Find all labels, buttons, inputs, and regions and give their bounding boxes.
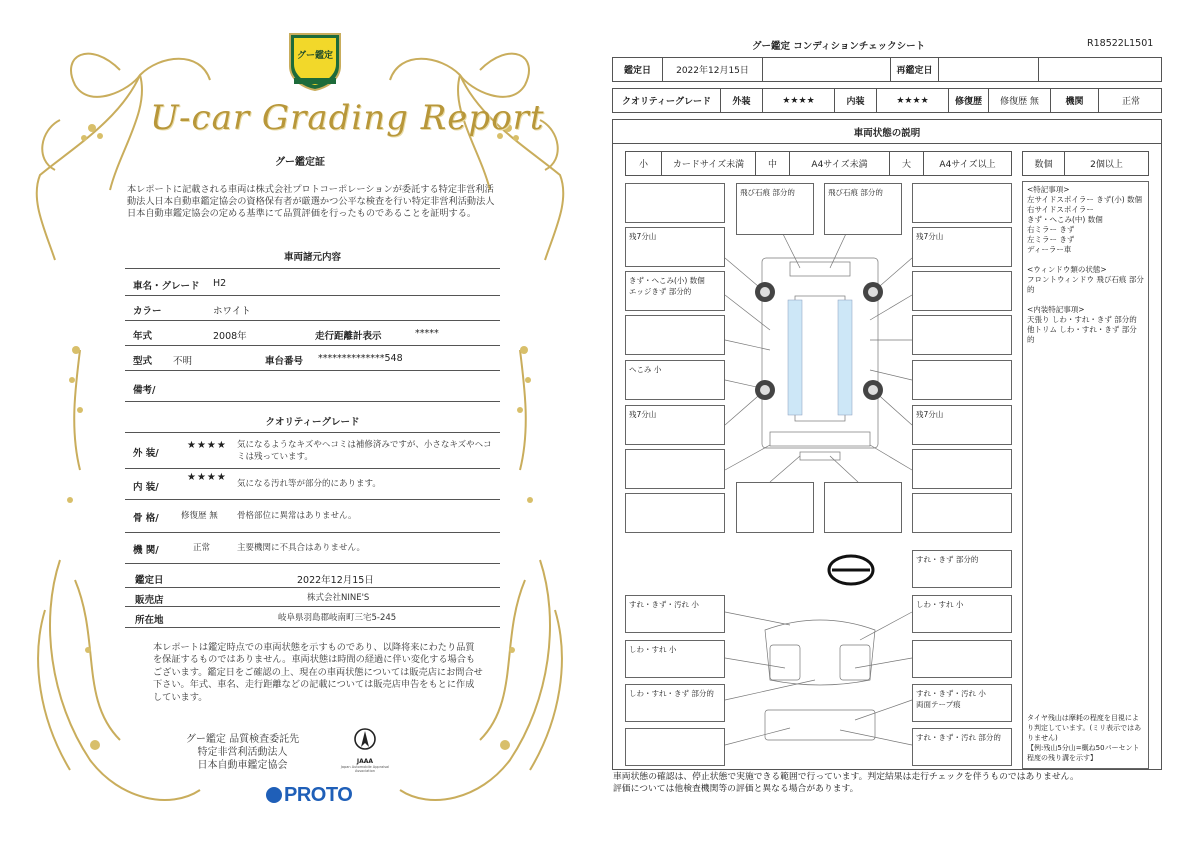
left-window (788, 300, 802, 415)
rear-plate (800, 452, 840, 460)
org-line-3: 日本自動車鑑定協会 (197, 760, 288, 771)
quality-section-title: クオリティーグレード (265, 417, 360, 428)
certificate-intro: 本レポートに記載される車両は株式会社プロトコーポレーションが委託する特定非営利活動法人日本自動車鑑定協会の資格保有者が厳選かつ公平な検査を行い特定非営利活動法人日本自動車鑑定協会の定める基準にて品質評価を行ったものであることを証明する。 (127, 184, 495, 219)
sheet-date-value: 2022年12月15日 (663, 58, 763, 81)
spec-row-remarks (125, 372, 500, 402)
condition-box (824, 482, 902, 533)
right-window (838, 300, 852, 415)
ext-stars: ★★★★ (763, 89, 835, 112)
size-mid-desc: A4サイズ未満 (790, 152, 890, 175)
jaaa-logo (335, 727, 395, 773)
exterior-desc: 気になるようなキズやヘコミは補修済みですが、小さなキズやヘコミは残っています。 (237, 440, 492, 462)
brand-title: U-car Grading Report (150, 98, 545, 138)
proto-mark-icon (266, 787, 282, 803)
name-value: H2 (213, 278, 227, 289)
size-legend (625, 151, 1012, 176)
date-row (612, 57, 1162, 82)
condition-box (736, 482, 814, 533)
redate-value (939, 58, 1039, 81)
size-small-desc: カードサイズ未満 (662, 152, 756, 175)
exterior-label: 外 装/ (133, 448, 159, 459)
proto-logo (266, 784, 352, 807)
goo-kantei-badge (286, 30, 344, 92)
condition-box (625, 728, 725, 766)
info-row-dealer (125, 589, 500, 607)
dealer-value: 株式会社NINE'S (307, 593, 370, 603)
engine-value: 正常 (1121, 97, 1140, 107)
int-stars: ★★★★ (877, 89, 949, 112)
engine-label: 機関 (1051, 89, 1099, 112)
rear-bumper (770, 432, 870, 446)
jaaa-text: JAAA (356, 758, 374, 765)
condition-box (625, 493, 725, 533)
condition-box: 飛び石痕 部分的 (736, 183, 814, 235)
condition-box (912, 183, 1012, 223)
exterior-stars: ★★★★ (187, 440, 227, 451)
condition-box: しわ・すれ・きず 部分的 (625, 684, 725, 722)
roof (795, 296, 845, 421)
condition-box: 残7分山 (625, 405, 725, 445)
condition-box: 残7分山 (912, 405, 1012, 445)
interior-label: 内 装/ (133, 482, 159, 493)
grade-row-interior (125, 470, 500, 500)
frame-value: 修復歴 無 (181, 511, 218, 521)
condition-title: 車両状態の説明 (613, 120, 1161, 144)
disclaimer: 本レポートは鑑定時点での車両状態を示すものであり、以降将来にわたり品質を保証するものではありません。車両状態は時間の経過に伴い変化する場合もございます。鑑定日をご確認の上、現在の車両状態については販売店にお問合せ下さい。年式、車名、走行距離などの記載については販売店申告をもとに作成しています。 (153, 642, 483, 703)
chassis-label: 車台番号 (265, 356, 304, 367)
spec-row-color (125, 297, 500, 321)
size-large-desc: A4サイズ以上 (939, 160, 996, 170)
date-value: 2022年12月15日 (297, 575, 374, 586)
spec-row-name (125, 272, 500, 296)
size-large-label: 大 (890, 152, 924, 175)
model-label: 型式 (133, 356, 153, 367)
front-bumper (790, 262, 850, 276)
info-row-date (125, 568, 500, 588)
address-value: 岐阜県羽島郡岐南町三宅5-245 (278, 613, 397, 623)
address-label: 所在地 (135, 615, 164, 626)
repair-value: 修復歴 無 (989, 89, 1051, 112)
condition-box: きず・へこみ(小) 数個 エッジきず 部分的 (625, 271, 725, 311)
condition-box (912, 493, 1012, 533)
condition-box: 飛び石痕 部分的 (824, 183, 902, 235)
quality-label: クオリティーグレード (613, 89, 721, 112)
condition-box: 残7分山 (912, 227, 1012, 267)
report-id: R18522L1501 (1087, 38, 1154, 49)
redate-label: 再鑑定日 (891, 58, 939, 81)
quality-row (612, 88, 1162, 113)
notes-text: <特記事項> 左サイドスポイラー きず(小) 数個 右サイドスポイラー きず・へこみ(中) 数個 右ミラー きず 左ミラー きず ディーラー車 <ウィンドウ類の状態> フロントウィンドウ 飛び石痕 部分的 <内装特記事項> 天張り しわ・すれ・きず 部分的 他トリム しわ・すれ・きず 部分的 (1027, 185, 1144, 344)
condition-box (625, 183, 725, 223)
car-body-outline (762, 258, 878, 448)
badge-label: グー鑑定 (296, 51, 333, 61)
repair-label: 修復歴 (949, 89, 989, 112)
int-label: 内装 (835, 89, 877, 112)
empty-cell (763, 58, 891, 81)
remarks-label: 備考/ (133, 385, 156, 396)
condition-box (912, 640, 1012, 678)
color-label: カラー (133, 306, 162, 317)
condition-box: すれ・きず・汚れ 部分的 (912, 728, 1012, 766)
interior-stars: ★★★★ (187, 472, 227, 483)
inspection-organization (180, 733, 305, 772)
count-legend (1022, 151, 1149, 176)
ext-label: 外装 (721, 89, 763, 112)
condition-box: すれ・きず 部分的 (912, 550, 1012, 588)
condition-box (912, 271, 1012, 311)
certificate-title: グー鑑定証 (275, 157, 325, 168)
count-desc: 2個以上 (1090, 160, 1123, 170)
condition-box (912, 315, 1012, 355)
date-label: 鑑定日 (135, 575, 164, 586)
engine-value: 正常 (193, 543, 211, 553)
condition-box: 残7分山 (625, 227, 725, 267)
sheet-footer-note: 車両状態の確認は、停止状態で実施できる範囲で行っています。判定結果は走行チェックを伴うものではありません。 評価については他検査機関等の評価と異なる場合があります。 (613, 772, 1079, 794)
condition-box (912, 449, 1012, 489)
condition-box (625, 449, 725, 489)
spec-section-title: 車両諸元内容 (283, 252, 341, 263)
org-line-1: グー鑑定 品質検査委託先 (185, 734, 300, 745)
jaaa-emblem-icon (353, 727, 377, 755)
steering-wheel-icon (829, 556, 873, 584)
sheet-date-label: 鑑定日 (613, 58, 663, 81)
condition-box: へこみ 小 (625, 360, 725, 400)
frame-desc: 骨格部位に異常はありません。 (237, 511, 357, 521)
proto-logo-text: PROTO (284, 784, 353, 806)
color-value: ホワイト (213, 306, 251, 317)
jaaa-subtext: Japan Automobile Appraisal Association (340, 765, 390, 773)
sheet-title: グー鑑定 コンディションチェックシート (752, 41, 926, 52)
condition-box (625, 315, 725, 355)
name-label: 車名・グレード (133, 281, 200, 292)
grade-row-engine (125, 534, 500, 564)
model-value: 不明 (173, 356, 193, 367)
engine-label: 機 関/ (133, 545, 159, 556)
condition-box: しわ・すれ 小 (912, 595, 1012, 633)
info-row-address (125, 608, 500, 628)
engine-desc: 主要機関に不具合はありません。 (237, 543, 366, 553)
divider (125, 268, 500, 269)
mileage-label: 走行距離計表示 (315, 331, 382, 342)
condition-box: しわ・すれ 小 (625, 640, 725, 678)
condition-box (912, 360, 1012, 400)
year-label: 年式 (133, 331, 153, 342)
chassis-value: **************548 (318, 353, 403, 364)
grade-row-frame (125, 501, 500, 533)
frame-label: 骨 格/ (133, 513, 159, 524)
condition-box: すれ・きず・汚れ 小 (625, 595, 725, 633)
size-mid-label: 中 (756, 152, 790, 175)
interior-desc: 気になる汚れ等が部分的にあります。 (237, 479, 381, 489)
empty-cell (1039, 58, 1163, 81)
special-notes (1022, 181, 1149, 769)
interior-dashboard (765, 620, 875, 685)
count-label: 数個 (1023, 152, 1065, 175)
spec-row-year (125, 322, 500, 346)
spec-row-model (125, 347, 500, 371)
org-line-2: 特定非営利活動法人 (197, 747, 288, 758)
grade-row-exterior (125, 433, 500, 469)
year-value: 2008年 (213, 331, 247, 342)
condition-box: すれ・きず・汚れ 小 両面テープ痕 (912, 684, 1012, 722)
size-small-label: 小 (626, 152, 662, 175)
dealer-label: 販売店 (135, 595, 164, 606)
tire-note: タイヤ残山は摩耗の程度を目視により判定しています。(ミリ表示ではありません) 【例:残山5分山=概ね50パーセント程度の残り溝を示す】 (1027, 714, 1142, 762)
mileage-value: ***** (415, 328, 439, 339)
